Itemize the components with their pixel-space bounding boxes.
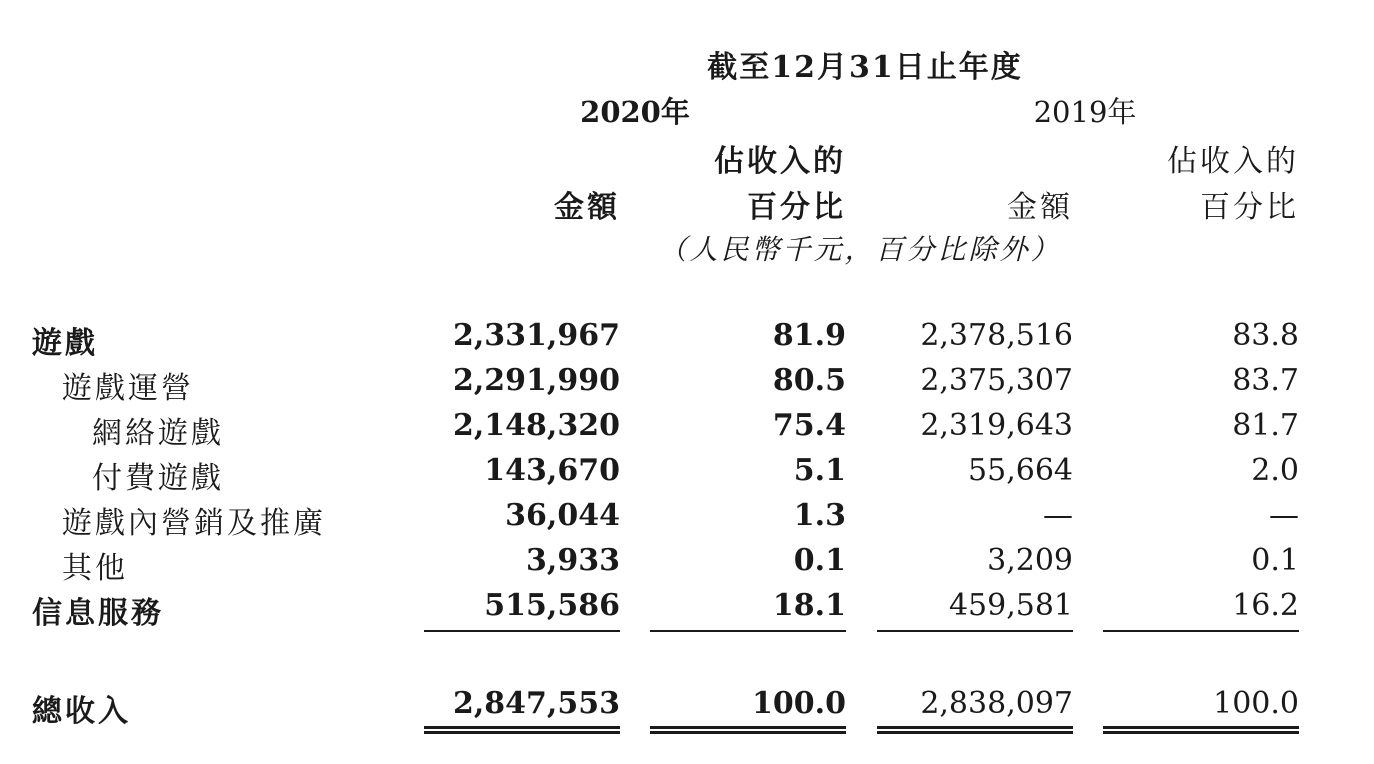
total-amount-2019: 2,838,097 (920, 686, 1073, 721)
row-label: 網絡遊戲 (92, 416, 224, 451)
amount-2019: 2,378,516 (920, 318, 1073, 353)
subtotal-rule (877, 630, 1073, 632)
pct-2020: 18.1 (772, 588, 846, 623)
pct-2020: 5.1 (793, 453, 846, 488)
total-double-rule (1103, 726, 1299, 734)
unit-note: （人民幣千元，百分比除外） (658, 233, 1062, 266)
table-row (0, 588, 1374, 632)
table-row (0, 408, 1374, 452)
pct-2020: 81.9 (772, 318, 846, 353)
pct-2019: 2.0 (1251, 453, 1299, 488)
total-pct-2020: 100.0 (752, 686, 846, 721)
amount-2019: 2,375,307 (920, 363, 1073, 398)
subtotal-rule (650, 630, 846, 632)
amount-2020: 2,148,320 (452, 408, 620, 443)
amount-2019: 459,581 (948, 588, 1073, 623)
amount-2020: 515,586 (484, 588, 620, 623)
total-label: 總收入 (32, 694, 131, 729)
table-row (0, 543, 1374, 587)
table-row (0, 318, 1374, 362)
pct-heading-2020-line1: 佔收入的 (714, 144, 846, 179)
amount-2020: 2,291,990 (452, 363, 620, 398)
pct-heading-2019-line2: 百分比 (1200, 190, 1299, 225)
pct-2019: 16.2 (1232, 588, 1299, 623)
row-label: 付費遊戲 (92, 461, 224, 496)
total-double-rule (424, 726, 620, 734)
row-label: 信息服務 (32, 596, 164, 631)
pct-2020: 0.1 (793, 543, 846, 578)
total-amount-2020: 2,847,553 (452, 686, 620, 721)
pct-2019: — (1269, 498, 1299, 533)
table-row (0, 453, 1374, 497)
amount-2020: 36,044 (505, 498, 620, 533)
table-row (0, 498, 1374, 542)
pct-heading-2019-line1: 佔收入的 (1167, 144, 1299, 179)
amount-2019: — (1043, 498, 1073, 533)
total-pct-2019: 100.0 (1213, 686, 1299, 721)
amount-2019: 2,319,643 (920, 408, 1073, 443)
total-double-rule (650, 726, 846, 734)
pct-2019: 83.8 (1232, 318, 1299, 353)
row-label: 遊戲 (32, 326, 98, 361)
amount-2019: 55,664 (968, 453, 1073, 488)
amount-2020: 3,933 (526, 543, 620, 578)
year-2019-heading: 2019年 (1033, 95, 1137, 129)
year-2020-heading: 2020年 (580, 95, 690, 129)
pct-heading-2020-line2: 百分比 (747, 190, 846, 225)
row-label: 遊戲內營銷及推廣 (62, 506, 326, 541)
pct-2020: 80.5 (772, 363, 846, 398)
pct-2019: 83.7 (1232, 363, 1299, 398)
table-row (0, 363, 1374, 407)
amount-heading-2019: 金額 (1007, 190, 1073, 225)
total-double-rule (877, 726, 1073, 734)
amount-heading-2020: 金額 (554, 190, 620, 225)
amount-2019: 3,209 (987, 543, 1073, 578)
pct-2020: 1.3 (793, 498, 846, 533)
pct-2019: 81.7 (1232, 408, 1299, 443)
pct-2019: 0.1 (1251, 543, 1299, 578)
row-label: 遊戲運營 (62, 371, 194, 406)
pct-2020: 75.4 (772, 408, 846, 443)
amount-2020: 143,670 (484, 453, 620, 488)
subtotal-rule (1103, 630, 1299, 632)
total-row (0, 686, 1374, 730)
period-heading: 截至12月31日止年度 (707, 50, 1023, 85)
amount-2020: 2,331,967 (452, 318, 620, 353)
subtotal-rule (424, 630, 620, 632)
row-label: 其他 (62, 551, 128, 586)
